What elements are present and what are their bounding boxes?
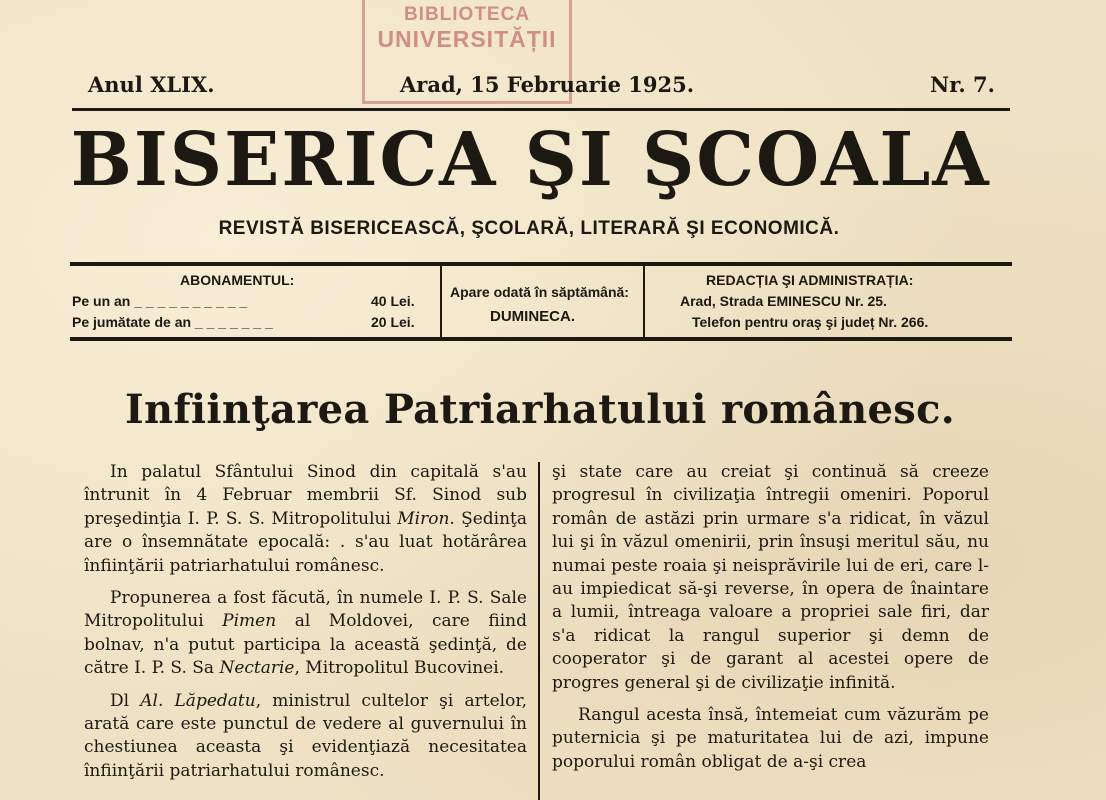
masthead-subtitle: REVISTĂ BISERICEASCĂ, ŞCOLARĂ, LITERARĂ ŞI ECONOMICĂ. — [218, 218, 840, 239]
subscription-year-label: Pe un an _ _ _ _ _ _ _ _ _ _ — [72, 293, 248, 309]
info-box-top-rule — [70, 262, 1012, 266]
person-name: Pimen — [222, 611, 277, 632]
issue-year: Anul XLIX. — [88, 72, 215, 97]
article-headline: Infiinţarea Patriarhatului românesc. — [125, 386, 955, 433]
article-paragraph: şi state care au creiat şi continuă să creeze progresul în civilizaţia întregii omeniri. Poporul român de astăzi prin urmare s'a ridicat, în văzul lui şi în văzul omenirii, prin însuşi meritul său, nu numai peste roaia şi neisprăvirile lui de eri, care l-au impiedicat să-şi reverse, în opera de înaintare a lumii, întreaga valoare a propriei sale firi, dar s'a ridicat la rangul superior şi demn de cooperator şi de garant al acestei opere de progres general şi de civilizaţie infinită. — [552, 462, 989, 693]
subscription-half-label: Pe jumătate de an _ _ _ _ _ _ _ — [72, 314, 273, 330]
column-divider — [538, 462, 540, 800]
editorial-heading: REDACȚIA ŞI ADMINISTRAȚIA: — [706, 272, 914, 288]
person-name: Miron — [397, 508, 450, 529]
issue-date: Arad, 15 Februarie 1925. — [400, 72, 695, 97]
stamp-line-2: UNIVERSITĂȚII — [377, 26, 557, 52]
editorial-phone: Telefon pentru oraş şi județ Nr. 266. — [692, 314, 929, 330]
info-box-divider-1 — [440, 266, 442, 337]
masthead-title: BISERICA ŞI ŞCOALA — [70, 117, 991, 203]
editorial-address: Arad, Strada EMINESCU Nr. 25. — [680, 293, 887, 309]
article-paragraph: Dl Al. Lăpedatu, ministrul cultelor şi artelor, arată care este punctul de vedere al guvernului în chestiunea aceasta şi evidenţiază necesitatea înfiinţării patriarhatului românesc. — [84, 690, 527, 781]
info-box-divider-2 — [643, 266, 645, 337]
person-name: Al. Lăpedatu — [140, 690, 256, 711]
subscription-year-price: 40 Lei. — [371, 293, 415, 309]
appearance-day: DUMINECA. — [490, 308, 575, 325]
appearance-frequency: Apare odată în săptămână: — [450, 284, 629, 300]
issue-number: Nr. 7. — [930, 72, 995, 97]
top-rule — [72, 108, 1010, 111]
stamp-line-1: BIBLIOTECA — [403, 4, 531, 25]
article-paragraph: Rangul acesta însă, întemeiat cum văzurăm pe puternicia şi pe maturitatea lui de azi, impune poporului român obligat de a-şi crea — [552, 705, 989, 772]
article-right-column — [552, 461, 989, 783]
subscription-half-price: 20 Lei. — [371, 314, 415, 330]
article-paragraph: In palatul Sfântului Sinod din capitală s'au întrunit în 4 Februar membrii Sf. Sinod sub preşedinţia I. P. S. S. Mitropolitului Miron. Şedinţa are o însemnătate epocală: . s'au luat hotărârea înfiinţării patriarhatului românesc. — [84, 462, 528, 576]
subscription-heading: ABONAMENTUL: — [180, 272, 295, 288]
person-name: Nectarie — [219, 658, 295, 679]
article-paragraph: Propunerea a fost făcută, în numele I. P. S. Sale Mitropolitului Pimen al Moldovei, care fiind bolnav, n'a putut participa la această şedinţă, de către I. P. S. Sa Nectarie, Mitropolitul Bucovinei. — [84, 588, 527, 679]
article-left-column — [84, 461, 527, 792]
info-box-bottom-rule — [70, 337, 1012, 341]
